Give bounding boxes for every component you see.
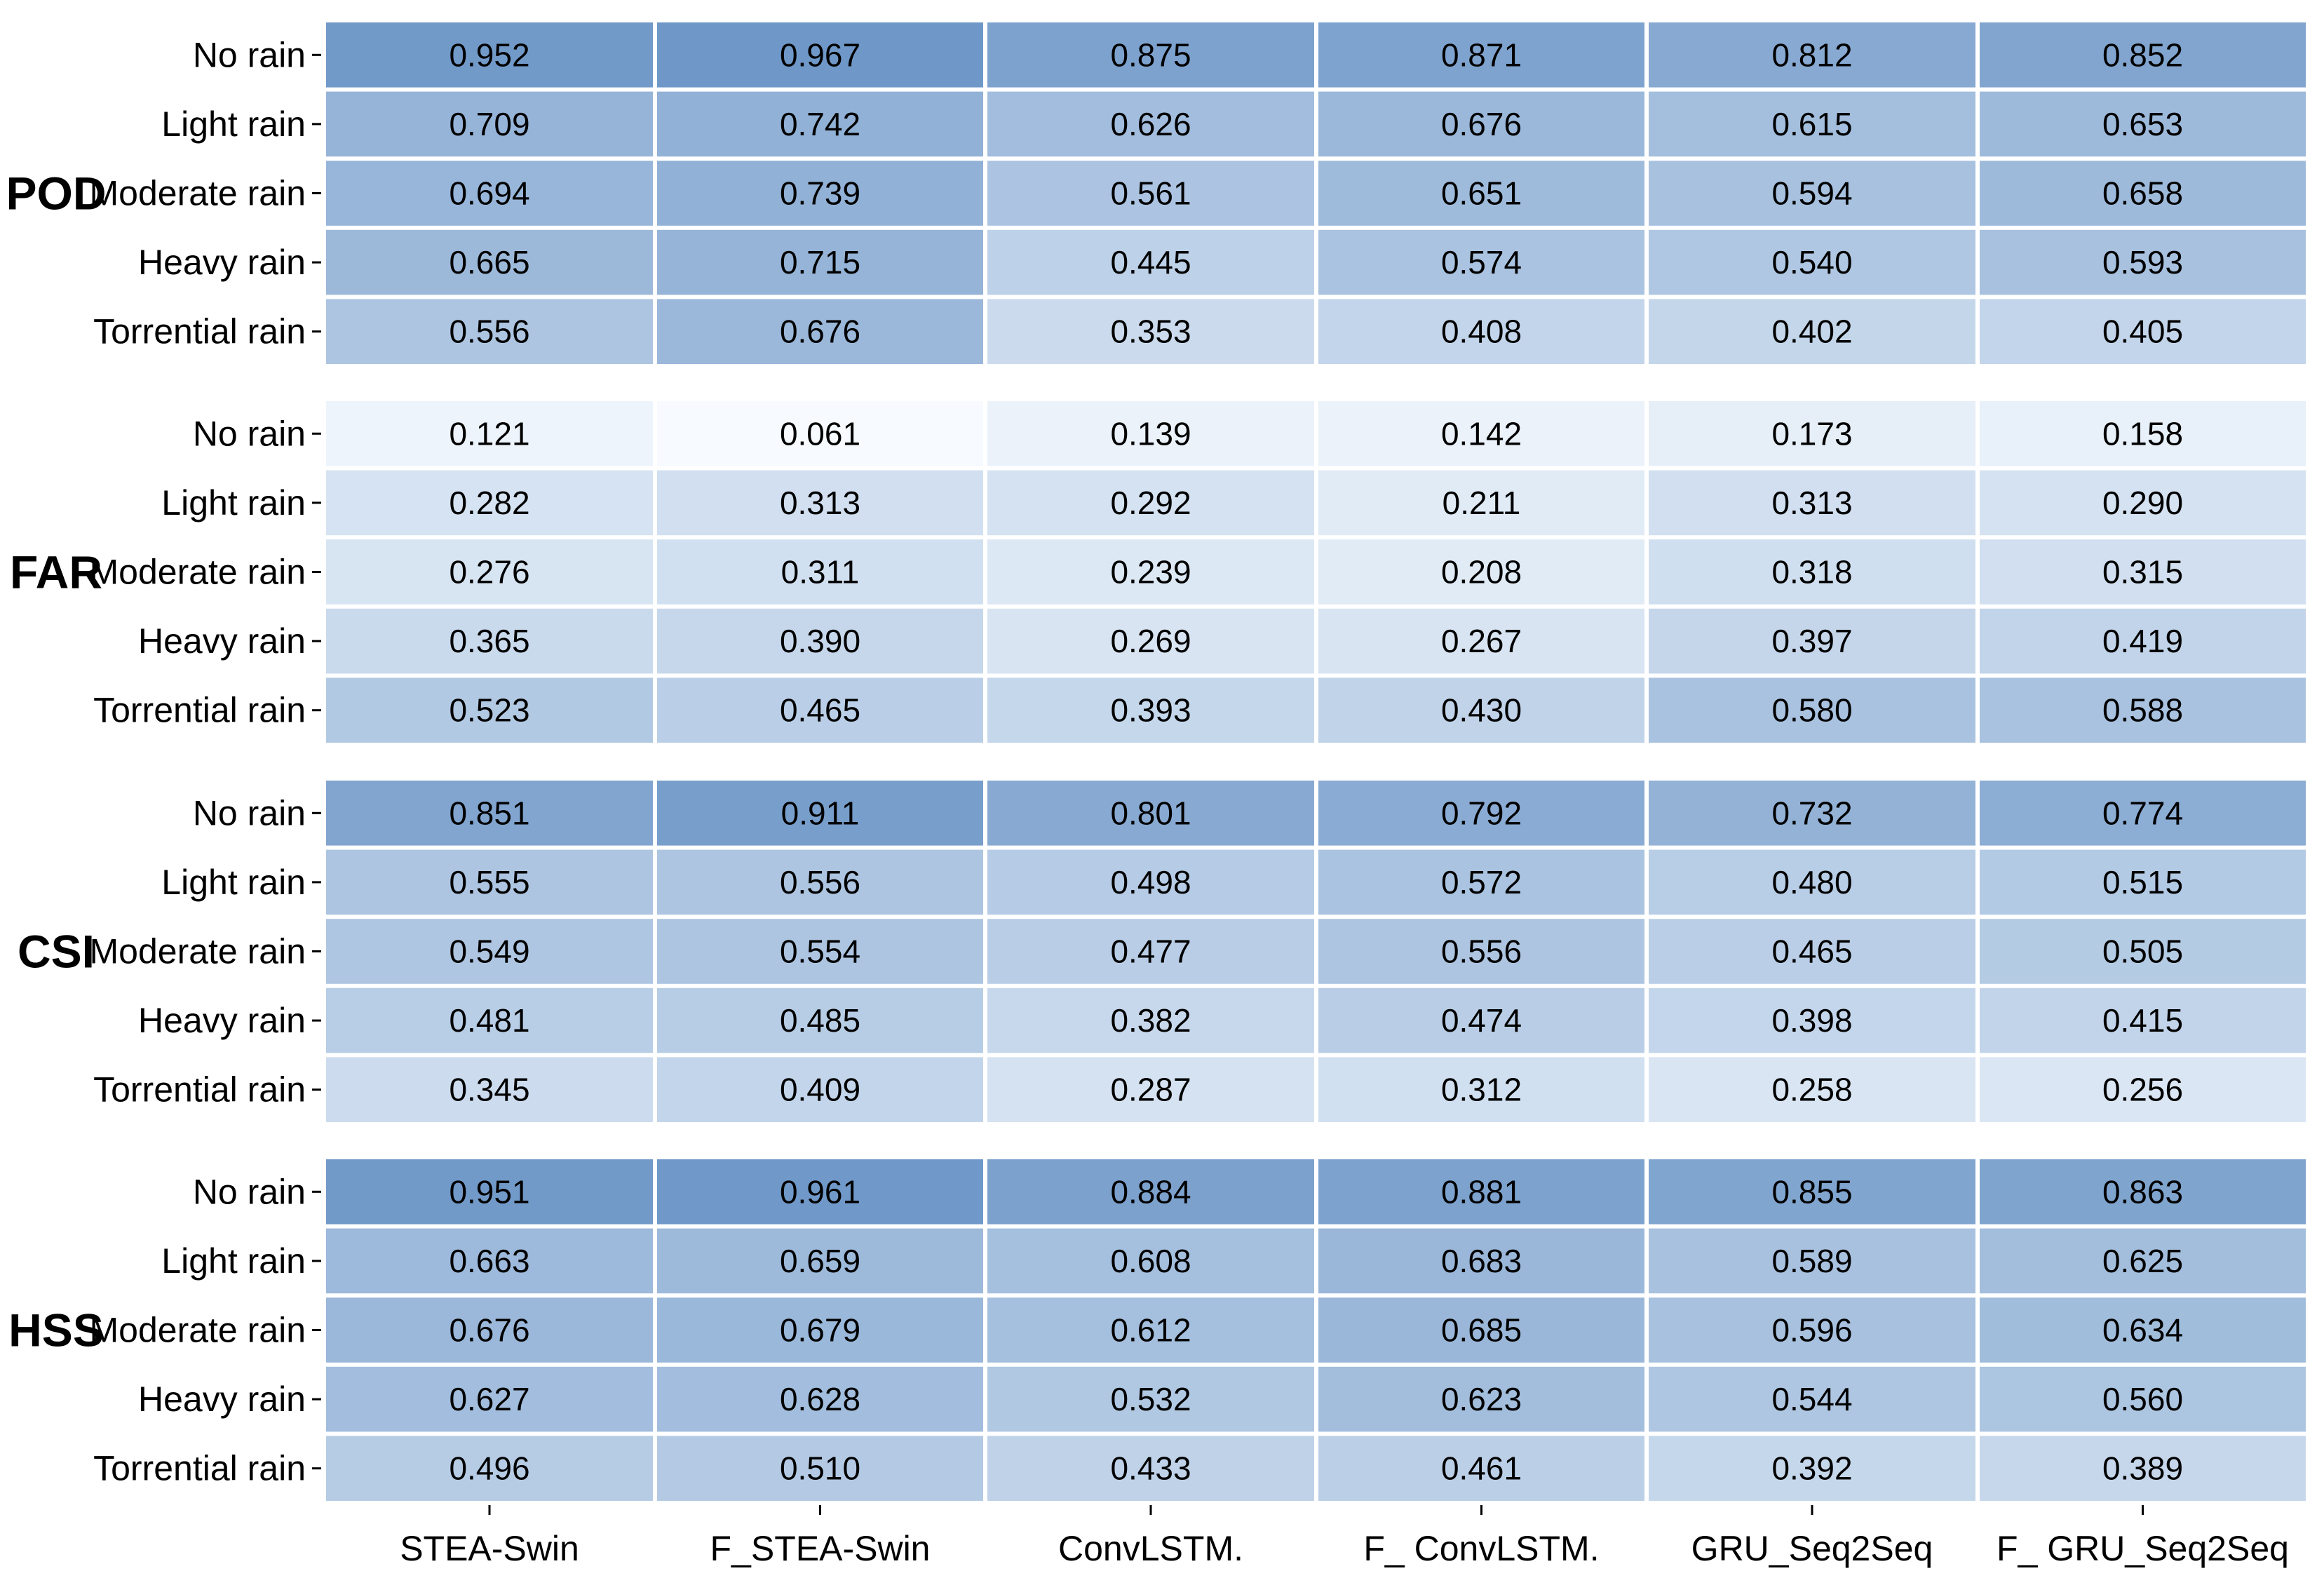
cell-value-label: 0.290 — [2102, 484, 2184, 521]
cell-value-label: 0.510 — [779, 1450, 861, 1487]
cell-value-label: 0.461 — [1440, 1450, 1522, 1487]
cell-value-label: 0.313 — [779, 484, 861, 521]
cell-value-label: 0.572 — [1440, 863, 1522, 901]
cell-value-label: 0.211 — [1442, 484, 1521, 521]
cell-value-label: 0.739 — [779, 175, 861, 212]
cell-value-label: 0.683 — [1440, 1242, 1522, 1279]
cell-value-label: 0.742 — [779, 105, 861, 142]
cell-value-label: 0.496 — [449, 1450, 530, 1487]
cell-value-label: 0.658 — [2102, 175, 2184, 212]
row-label-no-rain: No rain — [192, 35, 306, 75]
cell-value-label: 0.515 — [2102, 863, 2184, 901]
cell-value-label: 0.269 — [1110, 623, 1191, 660]
cell-value-label: 0.884 — [1110, 1173, 1191, 1210]
cell-value-label: 0.663 — [449, 1242, 530, 1279]
row-label-moderate-rain: Moderate rain — [89, 1310, 306, 1350]
row-label-torrential-rain: Torrential rain — [93, 311, 306, 351]
cell-value-label: 0.282 — [449, 484, 530, 521]
cell-value-label: 0.801 — [1110, 795, 1191, 832]
cell-value-label: 0.961 — [779, 1173, 861, 1210]
cell-value-label: 0.389 — [2102, 1450, 2184, 1487]
cell-value-label: 0.485 — [779, 1002, 861, 1039]
row-label-light-rain: Light rain — [161, 1241, 306, 1281]
cell-value-label: 0.540 — [1771, 244, 1853, 281]
cell-value-label: 0.732 — [1771, 795, 1853, 832]
row-label-no-rain: No rain — [192, 1172, 306, 1212]
cell-value-label: 0.851 — [449, 795, 530, 832]
row-label-heavy-rain: Heavy rain — [138, 621, 306, 661]
cell-value-label: 0.256 — [2102, 1071, 2184, 1108]
cell-value-label: 0.623 — [1440, 1381, 1522, 1418]
cell-value-label: 0.608 — [1110, 1242, 1191, 1279]
cell-value-label: 0.158 — [2102, 415, 2184, 452]
row-label-moderate-rain: Moderate rain — [89, 931, 306, 971]
cell-value-label: 0.353 — [1110, 313, 1191, 350]
cell-value-label: 0.863 — [2102, 1173, 2184, 1210]
row-label-moderate-rain: Moderate rain — [89, 552, 306, 592]
metric-label-hss: HSS — [8, 1304, 104, 1356]
cell-value-label: 0.615 — [1771, 105, 1853, 142]
cell-value-label: 0.634 — [2102, 1311, 2184, 1349]
cell-value-label: 0.665 — [449, 244, 530, 281]
cell-value-label: 0.315 — [2102, 553, 2184, 591]
cell-value-label: 0.855 — [1771, 1173, 1853, 1210]
cell-value-label: 0.549 — [449, 933, 530, 970]
cell-value-label: 0.556 — [449, 313, 530, 350]
row-label-torrential-rain: Torrential rain — [93, 1070, 306, 1110]
cell-value-label: 0.676 — [779, 313, 861, 350]
cell-value-label: 0.574 — [1440, 244, 1522, 281]
cell-value-label: 0.852 — [2102, 36, 2184, 74]
row-label-light-rain: Light rain — [161, 483, 306, 522]
cell-value-label: 0.267 — [1440, 623, 1522, 660]
cell-value-label: 0.627 — [449, 1381, 530, 1418]
cell-value-label: 0.523 — [449, 692, 530, 729]
cell-value-label: 0.419 — [2102, 623, 2184, 660]
cell-value-label: 0.397 — [1771, 623, 1853, 660]
column-label-f-gru-seq2seq: F_ GRU_Seq2Seq — [1997, 1529, 2289, 1568]
metric-label-pod: POD — [6, 167, 107, 220]
cell-value-label: 0.594 — [1771, 175, 1853, 212]
cell-value-label: 0.405 — [2102, 313, 2184, 350]
cell-value-label: 0.560 — [2102, 1381, 2184, 1418]
cell-value-label: 0.625 — [2102, 1242, 2184, 1279]
cell-value-label: 0.792 — [1440, 795, 1522, 832]
heatmap-cells — [326, 22, 2306, 1501]
cell-value-label: 0.465 — [779, 692, 861, 729]
cell-value-label: 0.393 — [1110, 692, 1191, 729]
cell-value-label: 0.292 — [1110, 484, 1191, 521]
cell-value-label: 0.694 — [449, 175, 530, 212]
cell-value-label: 0.555 — [449, 863, 530, 901]
cell-value-label: 0.480 — [1771, 863, 1853, 901]
column-label-f-convlstm: F_ ConvLSTM. — [1363, 1529, 1600, 1568]
cell-value-label: 0.561 — [1110, 175, 1191, 212]
cell-value-label: 0.142 — [1440, 415, 1522, 452]
cell-value-label: 0.871 — [1440, 36, 1522, 74]
cell-value-label: 0.258 — [1771, 1071, 1853, 1108]
cell-value-label: 0.532 — [1110, 1381, 1191, 1418]
cell-value-label: 0.556 — [1440, 933, 1522, 970]
cell-value-label: 0.392 — [1771, 1450, 1853, 1487]
cell-value-label: 0.208 — [1440, 553, 1522, 591]
cell-value-label: 0.589 — [1771, 1242, 1853, 1279]
cell-value-label: 0.365 — [449, 623, 530, 660]
cell-value-label: 0.812 — [1771, 36, 1853, 74]
cell-value-label: 0.481 — [449, 1002, 530, 1039]
row-label-no-rain: No rain — [192, 793, 306, 833]
cell-value-label: 0.676 — [449, 1311, 530, 1349]
cell-value-label: 0.402 — [1771, 313, 1853, 350]
cell-value-label: 0.398 — [1771, 1002, 1853, 1039]
cell-value-label: 0.881 — [1440, 1173, 1522, 1210]
cell-value-label: 0.173 — [1771, 415, 1853, 452]
cell-value-label: 0.474 — [1440, 1002, 1522, 1039]
cell-value-label: 0.626 — [1110, 105, 1191, 142]
cell-value-label: 0.554 — [779, 933, 861, 970]
cell-value-label: 0.593 — [2102, 244, 2184, 281]
cell-value-label: 0.679 — [779, 1311, 861, 1349]
metric-label-far: FAR — [10, 546, 102, 598]
cell-value-label: 0.139 — [1110, 415, 1191, 452]
cell-value-label: 0.774 — [2102, 795, 2184, 832]
cell-value-label: 0.430 — [1440, 692, 1522, 729]
cell-value-label: 0.628 — [779, 1381, 861, 1418]
cell-value-label: 0.580 — [1771, 692, 1853, 729]
metric-label-csi: CSI — [17, 925, 95, 978]
cell-value-label: 0.287 — [1110, 1071, 1191, 1108]
row-label-moderate-rain: Moderate rain — [89, 173, 306, 213]
cell-value-label: 0.433 — [1110, 1450, 1191, 1487]
cell-value-label: 0.715 — [779, 244, 861, 281]
column-label-gru-seq2seq: GRU_Seq2Seq — [1691, 1529, 1933, 1568]
cell-value-label: 0.951 — [449, 1173, 530, 1210]
cell-value-label: 0.544 — [1771, 1381, 1853, 1418]
cell-value-label: 0.382 — [1110, 1002, 1191, 1039]
cell-value-label: 0.121 — [449, 415, 530, 452]
column-label-convlstm: ConvLSTM. — [1058, 1529, 1243, 1568]
cell-value-label: 0.651 — [1440, 175, 1522, 212]
cell-value-label: 0.318 — [1771, 553, 1853, 591]
cell-value-label: 0.653 — [2102, 105, 2184, 142]
cell-value-label: 0.061 — [779, 415, 861, 452]
row-label-light-rain: Light rain — [161, 862, 306, 902]
cell-value-label: 0.612 — [1110, 1311, 1191, 1349]
cell-value-label: 0.408 — [1440, 313, 1522, 350]
column-label-f-stea-swin: F_STEA-Swin — [710, 1529, 931, 1568]
cell-value-label: 0.276 — [449, 553, 530, 591]
row-label-heavy-rain: Heavy rain — [138, 1001, 306, 1041]
cell-value-label: 0.313 — [1771, 484, 1853, 521]
row-label-light-rain: Light rain — [161, 104, 306, 144]
cell-value-label: 0.311 — [781, 553, 860, 591]
cell-value-label: 0.505 — [2102, 933, 2184, 970]
cell-value-label: 0.875 — [1110, 36, 1191, 74]
cell-value-label: 0.477 — [1110, 933, 1191, 970]
row-label-torrential-rain: Torrential rain — [93, 690, 306, 730]
cell-value-label: 0.556 — [779, 863, 861, 901]
cell-value-label: 0.952 — [449, 36, 530, 74]
cell-value-label: 0.676 — [1440, 105, 1522, 142]
cell-value-label: 0.588 — [2102, 692, 2184, 729]
row-label-heavy-rain: Heavy rain — [138, 243, 306, 283]
cell-value-label: 0.709 — [449, 105, 530, 142]
cell-value-label: 0.911 — [781, 795, 860, 832]
cell-value-label: 0.409 — [779, 1071, 861, 1108]
cell-value-label: 0.345 — [449, 1071, 530, 1108]
cell-value-label: 0.465 — [1771, 933, 1853, 970]
cell-value-label: 0.685 — [1440, 1311, 1522, 1349]
cell-value-label: 0.498 — [1110, 863, 1191, 901]
cell-value-label: 0.239 — [1110, 553, 1191, 591]
cell-value-label: 0.390 — [779, 623, 861, 660]
row-label-heavy-rain: Heavy rain — [138, 1380, 306, 1419]
cell-value-label: 0.445 — [1110, 244, 1191, 281]
column-label-stea-swin: STEA-Swin — [400, 1529, 579, 1568]
cell-value-label: 0.967 — [779, 36, 861, 74]
row-label-no-rain: No rain — [192, 414, 306, 454]
cell-value-label: 0.415 — [2102, 1002, 2184, 1039]
cell-value-label: 0.659 — [779, 1242, 861, 1279]
cell-value-label: 0.596 — [1771, 1311, 1853, 1349]
cell-value-label: 0.312 — [1440, 1071, 1522, 1108]
row-label-torrential-rain: Torrential rain — [93, 1448, 306, 1488]
